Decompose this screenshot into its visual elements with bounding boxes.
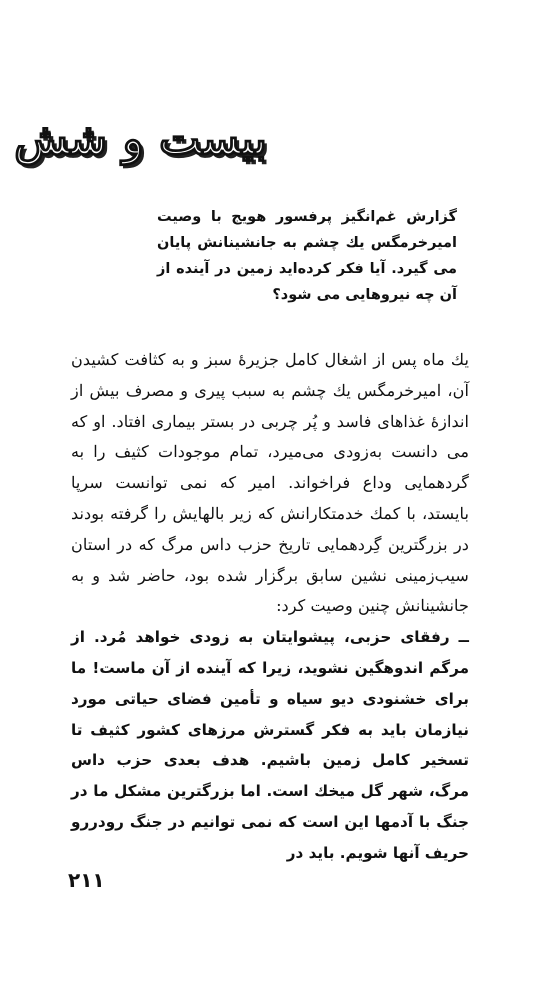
page-number: ۲۱۱ — [68, 868, 105, 892]
body-paragraph-dialogue: ــ رفقای حزبی، پیشوایتان به زودی خواهد مُرد. از مرگم اندوهگین نشوید، زیرا که آینده از آن ماست! ما برای خشنودی دیو سیاه و تأمین فضای حیاتی مورد نیازمان باید به فکر گسترش مرزهای کشور کثیف تا تسخیر کامل زمین باشیم. هدف بعدی حزب داس مرگ، شهر گل میخك است. اما بزرگترین مشکل ما در جنگ با آدمها این است که نمی توانیم در جنگ رودررو حریف آنها شویم. باید در — [71, 628, 469, 862]
body-paragraph-narration: یك ماه پس از اشغال کامل جزیرهٔ سبز و به کثافت کشیدن آن، امیرخرمگس یك چشم به سبب پیری و مصرف بیش از اندازهٔ غذاهای فاسد و پُر چربی در بستر بیماری افتاد. او که می دانست به‌زودی می‌میرد، تمام موجودات کثیف را به گردهمایی وداع فراخواند. امیر که نمی توانست سرپا بایستد، با کمك خدمتکارانش که زیر بالهایش را گرفته بودند در بزرگترین گِردهمایی تاریخ حزب داس مرگ که در استان سیب‌زمینی نشین سابق برگزار شده بود، حاضر شد و به جانشینانش چنین وصیت کرد: — [71, 350, 469, 616]
chapter-summary: گزارش غم‌انگیز پرفسور هویج با وصیت امیرخرمگس یك چشم به جانشینانش پایان می گیرد. آیا فکر کرده‌اید زمین در آینده از آن چه نیروهایی می شود؟ — [157, 209, 457, 303]
chapter-body — [71, 345, 469, 869]
chapter-title: بیست و شش — [14, 114, 267, 165]
